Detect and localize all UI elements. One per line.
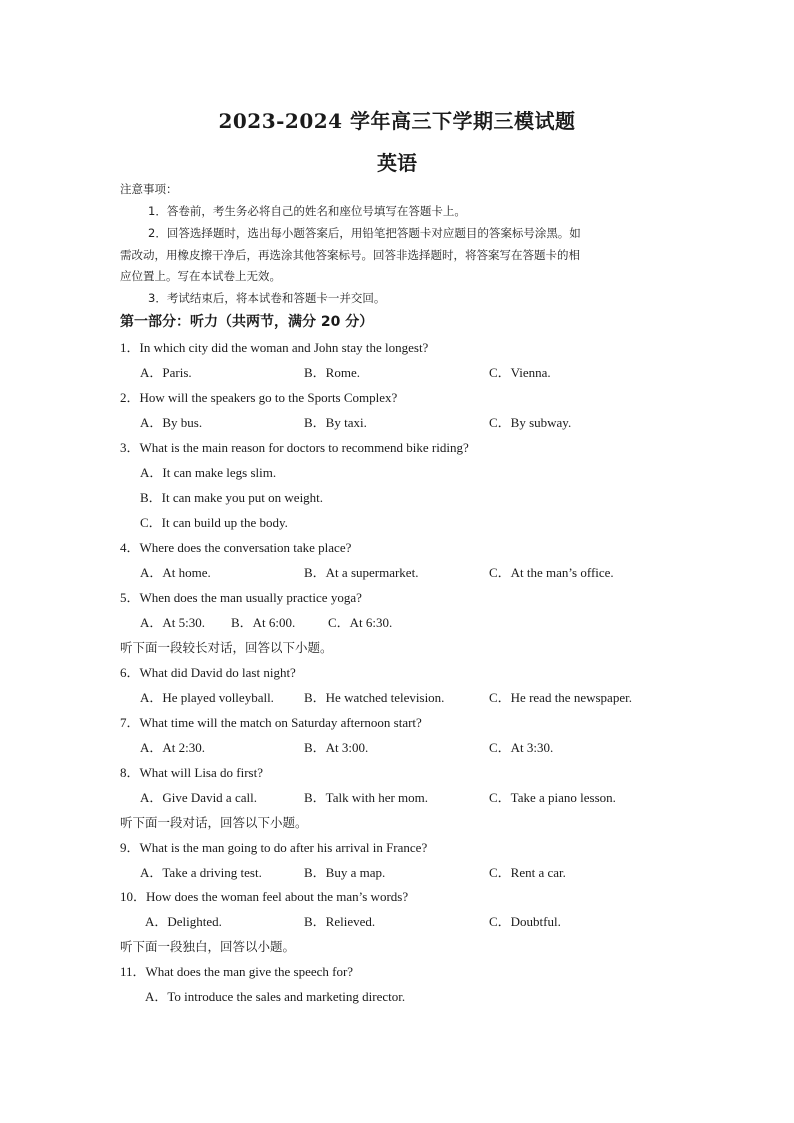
question-2: 2．How will the speakers go to the Sports Complex? — [120, 390, 398, 405]
q4-option-c: C．At the man’s office. — [489, 565, 614, 580]
q4-option-b: B．At a supermarket. — [304, 565, 419, 580]
q7-option-b: B．At 3:00. — [304, 740, 369, 755]
question-9: 9．What is the man going to do after his arrival in France? — [120, 840, 428, 855]
notice-heading: 注意事项： — [120, 182, 178, 196]
notice-item-3: 3．考试结束后，将本试卷和答题卡一并交回。 — [148, 291, 386, 305]
q5-option-a: A．At 5:30. — [140, 615, 206, 630]
exam-title: 2023-2024 学年高三下学期三模试题 — [218, 109, 576, 133]
subject-title: 英语 — [377, 151, 417, 175]
q11-option-a: A．To introduce the sales and marketing director. — [145, 989, 406, 1004]
q9-option-c: C．Rent a car. — [489, 865, 566, 880]
question-8: 8．What will Lisa do first? — [120, 765, 263, 780]
q1-option-a: A．Paris. — [140, 365, 192, 380]
q2-option-c: C．By subway. — [489, 415, 572, 430]
question-1: 1．In which city did the woman and John stay the longest? — [120, 340, 429, 355]
q2-option-a: A．By bus. — [140, 415, 203, 430]
q8-option-c: C．Take a piano lesson. — [489, 790, 616, 805]
q7-option-c: C．At 3:30. — [489, 740, 554, 755]
question-10: 10．How does the woman feel about the man’s words? — [120, 889, 409, 904]
q8-option-a: A．Give David a call. — [140, 790, 257, 805]
q5-option-c: C．At 6:30. — [328, 615, 393, 630]
q3-option-a: A．It can make legs slim. — [140, 465, 277, 480]
q10-option-b: B．Relieved. — [304, 914, 376, 929]
question-6: 6．What did David do last night? — [120, 665, 296, 680]
q9-option-b: B．Buy a map. — [304, 865, 386, 880]
q6-option-b: B．He watched television. — [304, 690, 445, 705]
q5-option-b: B．At 6:00. — [231, 615, 296, 630]
q3-option-b: B．It can make you put on weight. — [140, 490, 324, 505]
question-4: 4．Where does the conversation take place? — [120, 540, 352, 555]
q9-option-a: A．Take a driving test. — [140, 865, 262, 880]
question-7: 7．What time will the match on Saturday afternoon start? — [120, 715, 422, 730]
part1-heading: 第一部分：听力（共两节，满分 20 分） — [120, 314, 374, 330]
notice-item-2-line-3: 应位置上。写在本试卷上无效。 — [120, 269, 281, 283]
q7-option-a: A．At 2:30. — [140, 740, 206, 755]
q6-option-a: A．He played volleyball. — [140, 690, 274, 705]
q10-option-a: A．Delighted. — [145, 914, 222, 929]
q1-option-c: C．Vienna. — [489, 365, 551, 380]
question-3: 3．What is the main reason for doctors to recommend bike riding? — [120, 440, 469, 455]
instruction-monologue: 听下面一段独白，回答以小题。 — [120, 939, 296, 954]
question-5: 5．When does the man usually practice yoga? — [120, 590, 362, 605]
q8-option-b: B．Talk with her mom. — [304, 790, 429, 805]
q3-option-c: C．It can build up the body. — [140, 515, 288, 530]
instruction-dialog: 听下面一段对话，回答以下小题。 — [120, 815, 308, 830]
notice-item-1: 1．答卷前，考生务必将自己的姓名和座位号填写在答题卡上。 — [148, 204, 466, 218]
q1-option-b: B．Rome. — [304, 365, 360, 380]
question-11: 11．What does the man give the speech for? — [120, 964, 354, 979]
q6-option-c: C．He read the newspaper. — [489, 690, 632, 705]
q4-option-a: A．At home. — [140, 565, 211, 580]
instruction-long-dialog: 听下面一段较长对话，回答以下小题。 — [120, 640, 333, 655]
q2-option-b: B．By taxi. — [304, 415, 367, 430]
q10-option-c: C．Doubtful. — [489, 914, 561, 929]
notice-item-2-line-1: 2．回答选择题时，选出每小题答案后，用铅笔把答题卡对应题目的答案标号涂黑。如 — [148, 226, 581, 240]
notice-item-2-line-2: 需改动，用橡皮擦干净后，再选涂其他答案标号。回答非选择题时，将答案写在答题卡的相 — [120, 248, 580, 262]
